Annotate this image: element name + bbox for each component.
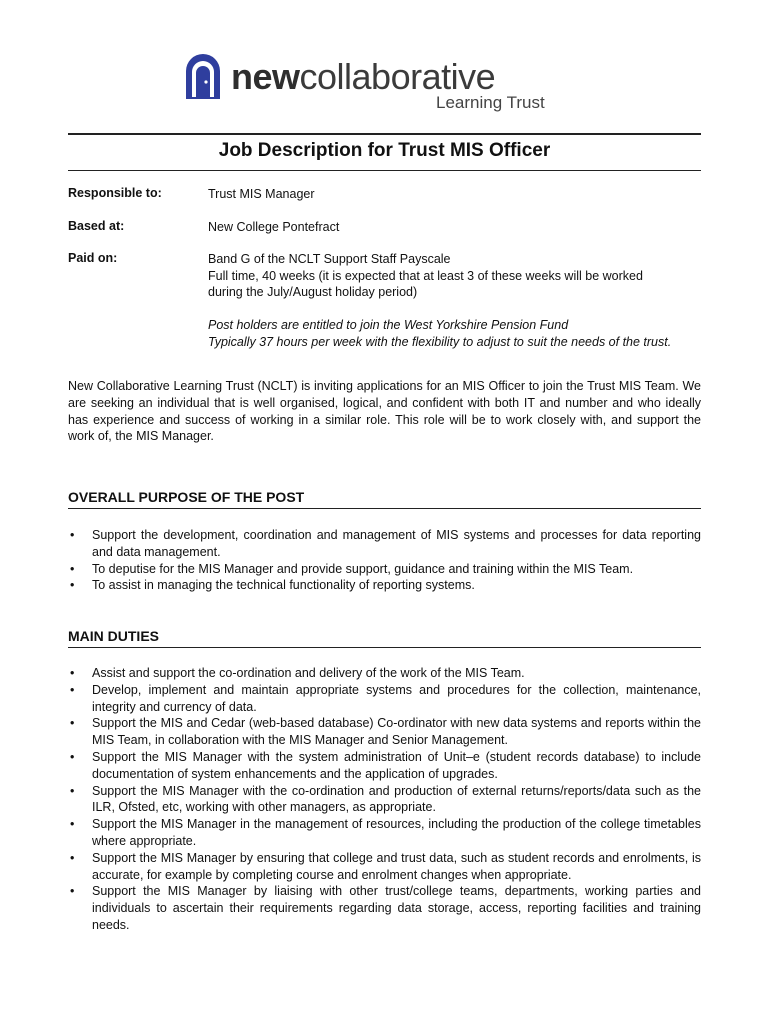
list-item: • Support the development, coordination and management of MIS systems and processes for data reporting and data management. (68, 527, 701, 561)
title-top-rule (68, 133, 701, 135)
based-at-value: New College Pontefract (208, 220, 340, 234)
brand-name: newcollaborative (231, 56, 496, 97)
paid-on-label: Paid on: (68, 251, 118, 265)
based-at-label: Based at: (68, 219, 125, 233)
holiday-line: during the July/August holiday period) (208, 285, 418, 299)
list-item: • Support the MIS Manager by ensuring that college and trust data, such as student records and enrolments, is accurate, for example by completing course and enrolment changes when appropriate. (68, 850, 701, 884)
list-item: • To assist in managing the technical functionality of reporting systems. (68, 577, 701, 594)
list-item: • Assist and support the co-ordination and delivery of the work of the MIS Team. (68, 665, 701, 682)
duties-list (68, 665, 701, 934)
list-item: • Develop, implement and maintain appropriate systems and procedures for the collection, maintenance, integrity and currency of data. (68, 682, 701, 716)
door-logo-icon (183, 51, 223, 101)
pension-note: Post holders are entitled to join the West Yorkshire Pension Fund (208, 318, 569, 332)
title-bottom-rule (68, 170, 701, 171)
purpose-rule (68, 508, 701, 509)
duties-rule (68, 647, 701, 648)
hours-note: Typically 37 hours per week with the flexibility to adjust to suit the needs of the trust. (208, 334, 672, 349)
responsible-to-value: Trust MIS Manager (208, 187, 315, 201)
list-item: • Support the MIS Manager in the management of resources, including the production of the college timetables where appropriate. (68, 816, 701, 850)
list-item: • Support the MIS Manager with the system administration of Unit–e (student records database) to include documentation of system enhancements and the application of upgrades. (68, 749, 701, 783)
responsible-to-label: Responsible to: (68, 186, 162, 200)
list-item: • Support the MIS and Cedar (web-based database) Co-ordinator with new data systems and reports within the MIS Team, in collaboration with the MIS Manager and Senior Management. (68, 715, 701, 749)
hours-line: Full time, 40 weeks (it is expected that at least 3 of these weeks will be worked (208, 268, 643, 283)
paid-on-value (208, 251, 708, 301)
list-item: • Support the MIS Manager by liaising with other trust/college teams, departments, working parties and individuals to ascertain their requirements regarding data storage, access, reporting facilities and training needs. (68, 883, 701, 933)
pension-notes (208, 317, 708, 350)
duties-heading: MAIN DUTIES (68, 628, 159, 644)
brand-tagline: Learning Trust (436, 93, 545, 112)
page-title: Job Description for Trust MIS Officer (218, 140, 551, 161)
payscale-line: Band G of the NCLT Support Staff Payscale (208, 252, 451, 266)
list-item: • To deputise for the MIS Manager and provide support, guidance and training within the MIS Team. (68, 561, 701, 578)
list-item: • Support the MIS Manager with the co-ordination and production of external returns/reports/data such as the ILR, Ofsted, etc, working with other managers, as appropriate. (68, 783, 701, 817)
logo (183, 51, 553, 117)
purpose-list (68, 527, 701, 594)
intro-paragraph: New Collaborative Learning Trust (NCLT) is inviting applications for an MIS Officer to join the Trust MIS Team. We are seeking an individual that is well organised, logical, and confident with both IT and number and who ideally has experience and success of working in a similar role. This role will be to work closely with, and support the work of, the MIS Manager. (68, 379, 701, 444)
purpose-heading: OVERALL PURPOSE OF THE POST (68, 489, 305, 505)
